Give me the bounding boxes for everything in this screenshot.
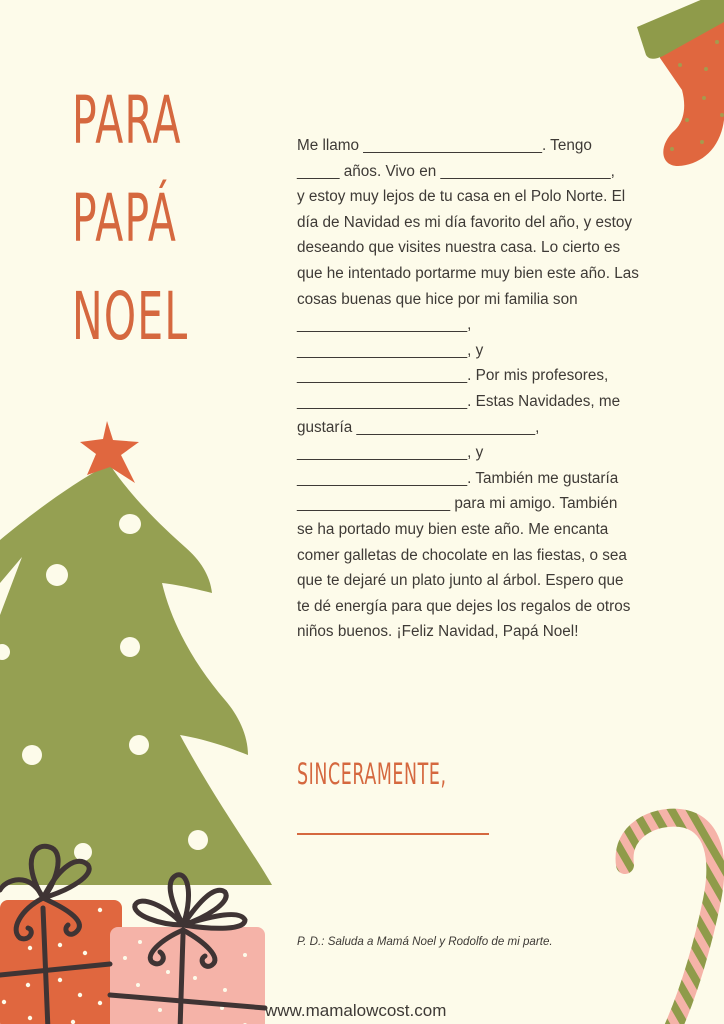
letter-line: cosas buenas que hice por mi familia son bbox=[297, 290, 578, 308]
closing-label: SINCERAMENTE, bbox=[297, 757, 447, 791]
letter-line: que te dejaré un plato junto al árbol. Espero que bbox=[297, 572, 624, 590]
christmas-tree-icon bbox=[0, 415, 290, 895]
postscript: P. D.: Saluda a Mamá Noel y Rodolfo de mi parte. bbox=[297, 935, 553, 948]
letter-line: __________________ para mi amigo. También bbox=[297, 495, 618, 513]
candy-cane-icon bbox=[600, 790, 724, 1024]
letter-line: y estoy muy lejos de tu casa en el Polo Norte. El bbox=[297, 188, 626, 206]
signature-line bbox=[297, 833, 489, 835]
letter-line: ____________________. Estas Navidades, me bbox=[297, 392, 621, 410]
letter-line: deseando que visites nuestra casa. Lo cierto es bbox=[297, 239, 621, 257]
letter-line: ____________________. Por mis profesores, bbox=[297, 367, 609, 385]
letter-line: ____________________, y bbox=[297, 341, 484, 359]
letter-line: se ha portado muy bien este año. Me encanta bbox=[297, 520, 609, 538]
letter-line: gustaría _____________________, bbox=[297, 418, 540, 436]
page-title bbox=[72, 72, 189, 366]
title-line-2: PAPÁ bbox=[72, 180, 178, 257]
letter-line: Me llamo _____________________. Tengo bbox=[297, 137, 592, 154]
letter-line: día de Navidad es mi día favorito del año, y estoy bbox=[297, 213, 633, 231]
letter-line: ____________________, y bbox=[297, 444, 484, 462]
letter-line: que he intentado portarme muy bien este año. Las bbox=[297, 264, 639, 282]
footer-website-link[interactable]: www.mamalowcost.com bbox=[265, 1001, 447, 1020]
letter-line: te dé energía para que dejes los regalos de otros bbox=[297, 597, 631, 615]
title-line-1: PARA bbox=[72, 82, 182, 159]
title-line-3: NOEL bbox=[72, 278, 189, 355]
letter-line: _____ años. Vivo en ____________________, bbox=[297, 162, 615, 180]
gift-boxes-icon bbox=[0, 830, 290, 1024]
letter-line: ____________________. También me gustaría bbox=[297, 469, 619, 487]
letter-body bbox=[297, 133, 667, 645]
letter-line: comer galletas de chocolate en las fiestas, o sea bbox=[297, 546, 627, 564]
letter-line: ____________________, bbox=[297, 316, 472, 334]
letter-line: niños buenos. ¡Feliz Navidad, Papá Noel! bbox=[297, 623, 579, 641]
